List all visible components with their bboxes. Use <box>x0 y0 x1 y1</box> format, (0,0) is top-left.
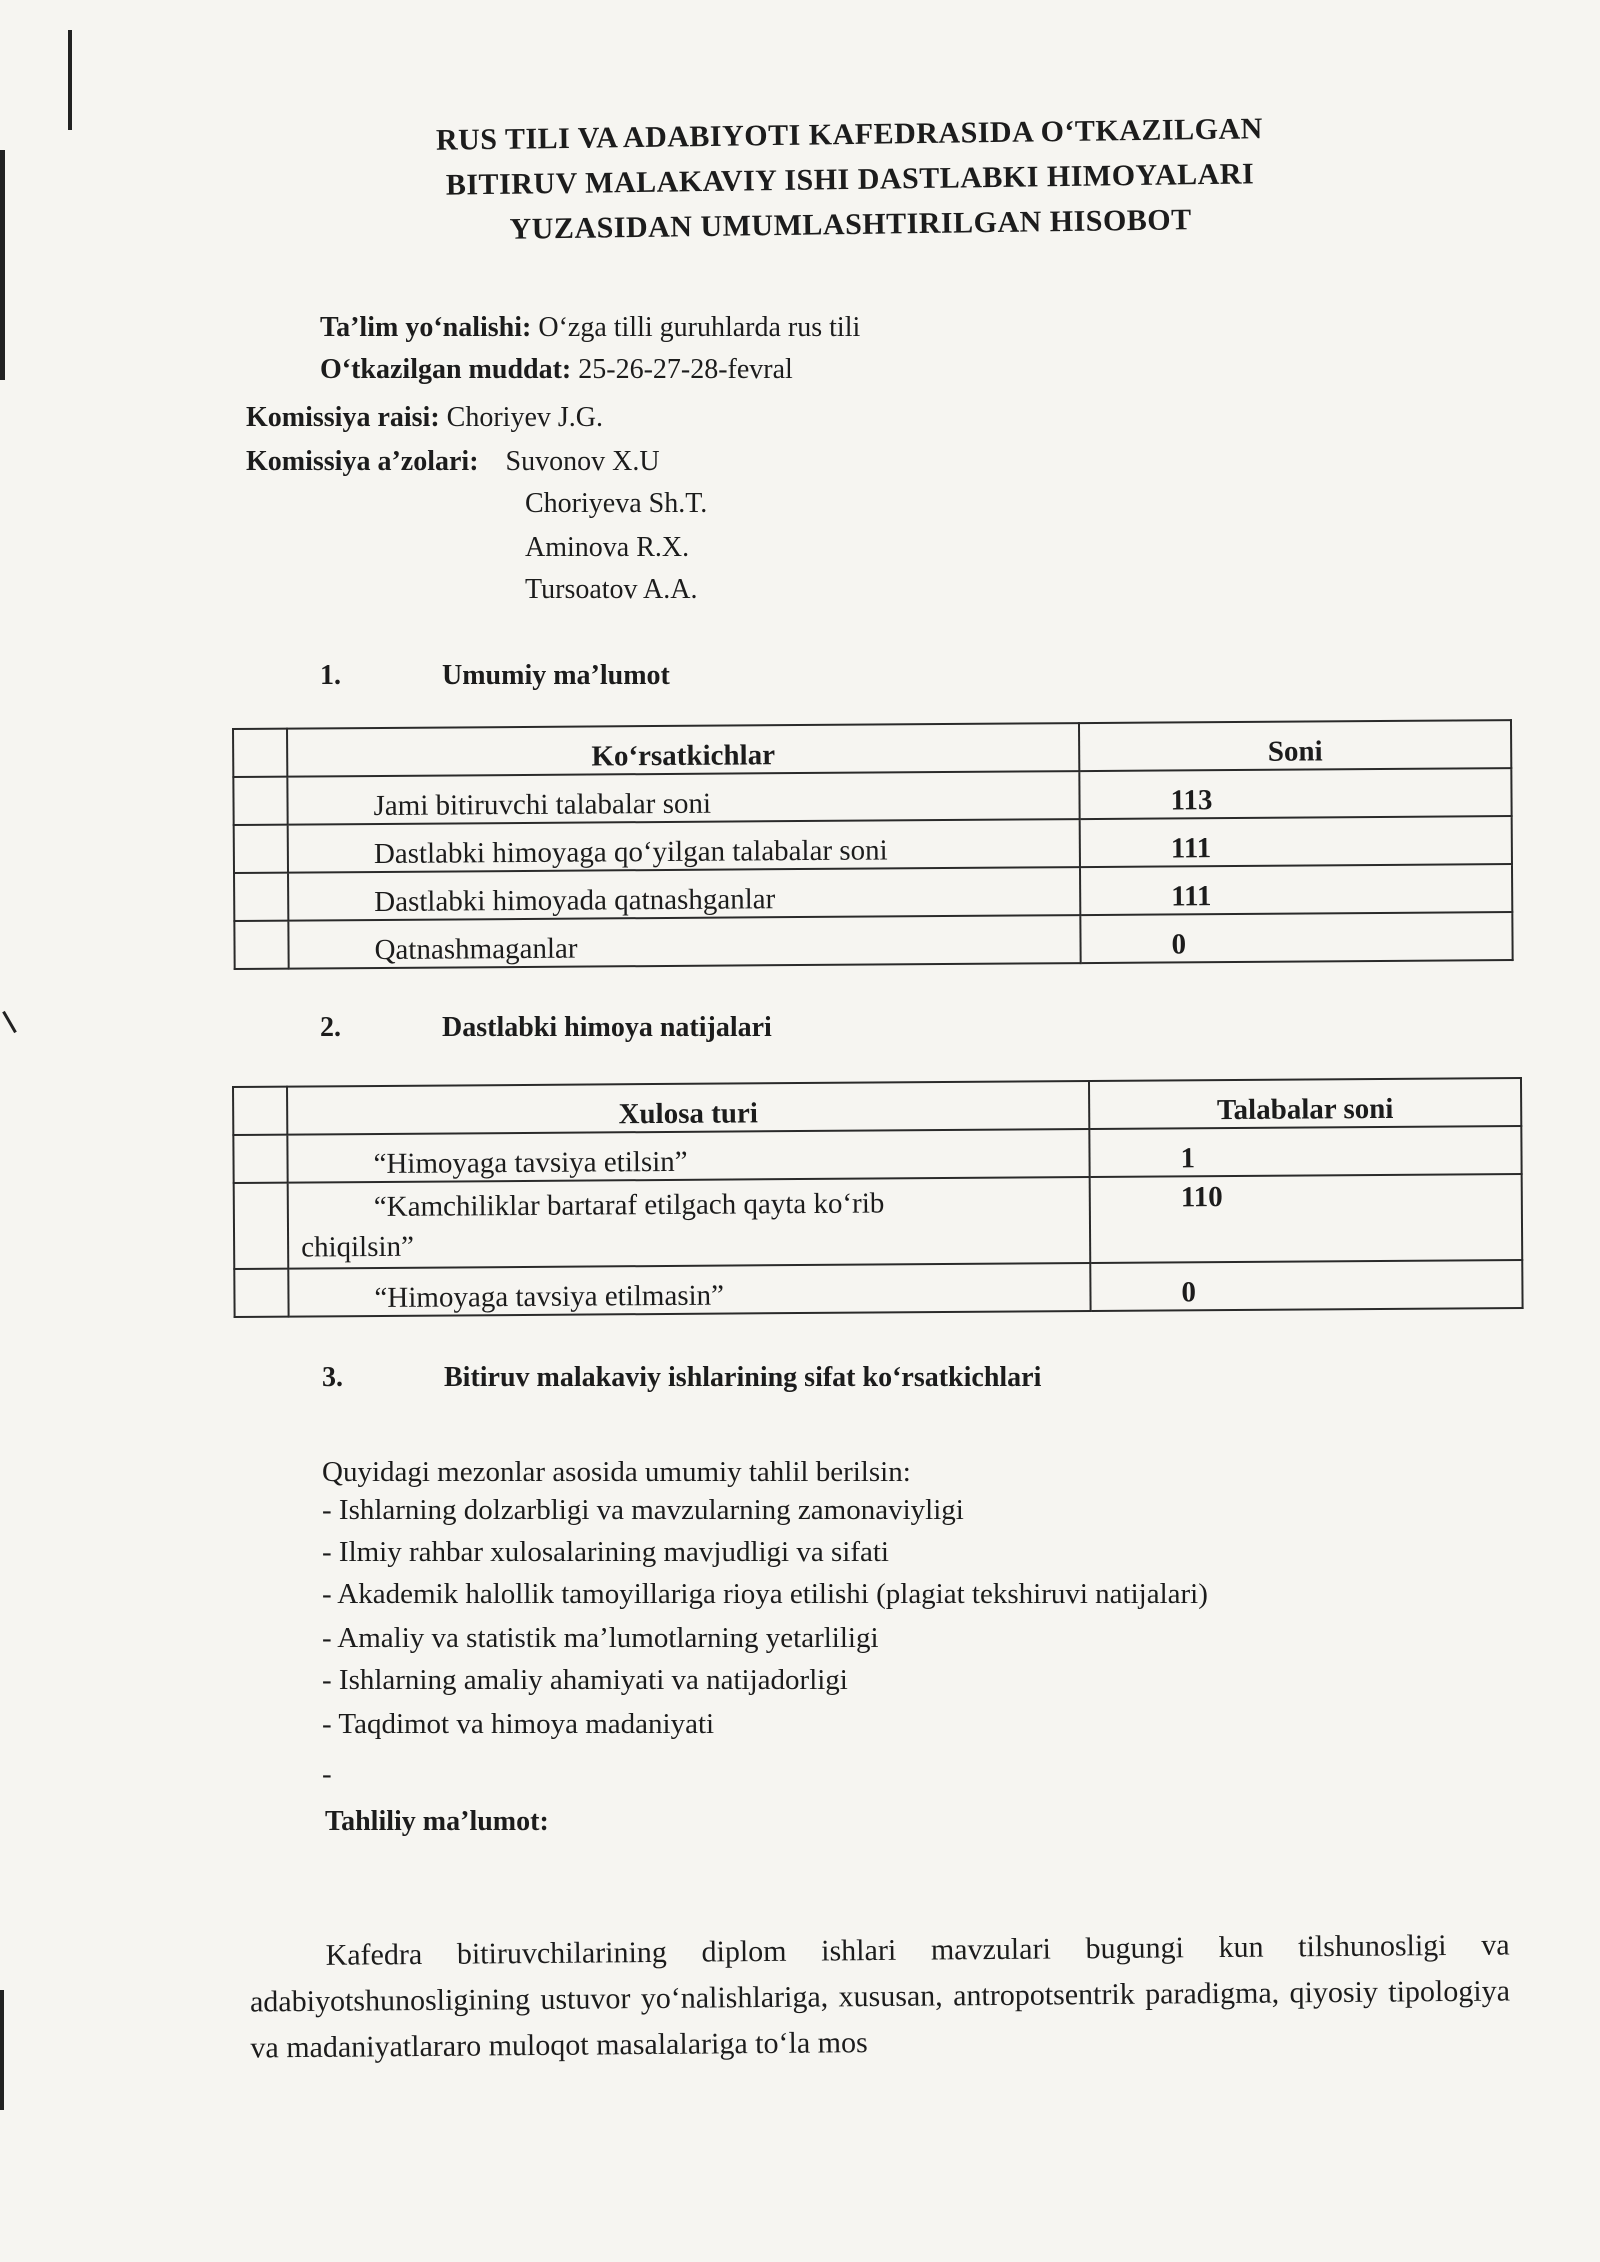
row-value: 111 <box>1080 816 1512 867</box>
section-number: 1. <box>320 660 341 691</box>
title-line: RUS TILI VA ADABIYOTI KAFEDRASIDA O‘TKAZILGAN <box>435 112 1263 157</box>
criteria-item: - Ishlarning dolzarbligi va mavzularning zamonaviyligi <box>322 1494 964 1526</box>
analysis-text: Kafedra bitiruvchilarining diplom ishlari mavzulari bugungi kun tilshunosligi va adabiyotshunosligining ustuvor yo‘nalishlariga, xususan, antropotsentrik paradigma, qiyosiy tipologiya va madaniyatlararo muloqot masalalariga to‘la mos <box>249 1928 1511 2065</box>
criteria-item: - Amaliy va statistik ma’lumotlarning yetarliligi <box>322 1622 879 1654</box>
table-cell <box>234 873 288 921</box>
scan-edge-mark <box>2 1011 17 1033</box>
row-label-line: chiqilsin” <box>301 1230 415 1264</box>
chair-value: Choriyev J.G. <box>446 402 603 433</box>
member-name: Choriyeva Sh.T. <box>525 488 708 519</box>
table-cell <box>233 1135 287 1183</box>
date-label: O‘tkazilgan muddat: <box>320 354 572 385</box>
row-value: 0 <box>1080 912 1512 963</box>
table-cell <box>233 729 287 777</box>
row-value: 0 <box>1090 1260 1522 1311</box>
section-number: 3. <box>322 1362 343 1393</box>
date-line <box>320 354 793 386</box>
paragraph-indent <box>250 1965 326 1966</box>
section-number: 2. <box>320 1012 341 1043</box>
scan-edge-mark <box>68 30 72 130</box>
scan-edge-mark <box>0 150 5 380</box>
date-value: 25-26-27-28-fevral <box>578 354 793 385</box>
members-line <box>246 446 660 478</box>
row-label <box>288 1177 1091 1269</box>
criteria-intro: Quyidagi mezonlar asosida umumiy tahlil berilsin: <box>322 1456 911 1488</box>
section-heading <box>322 1362 1041 1394</box>
members-label: Komissiya a’zolari: <box>246 446 479 477</box>
chair-label: Komissiya raisi: <box>246 402 440 433</box>
column-header: Talabalar soni <box>1089 1078 1521 1129</box>
table-row <box>234 912 1512 969</box>
criteria-item: - <box>322 1758 332 1790</box>
row-label: Jami bitiruvchi talabalar soni <box>287 771 1079 825</box>
column-header: Xulosa turi <box>287 1081 1089 1135</box>
row-label: Dastlabki himoyada qatnashganlar <box>288 867 1080 921</box>
table-cell <box>234 921 288 969</box>
table-row <box>234 1260 1522 1317</box>
section-title: Umumiy ma’lumot <box>442 660 670 691</box>
results-table <box>232 1077 1524 1318</box>
row-label-line: “Kamchiliklar bartaraf etilgach qayta ko‘rib <box>373 1187 885 1224</box>
criteria-item: - Ilmiy rahbar xulosalarining mavjudligi va sifati <box>322 1536 889 1568</box>
section-heading <box>320 660 670 692</box>
row-value: 1 <box>1089 1126 1521 1177</box>
table-cell <box>234 1269 288 1317</box>
general-info-table <box>232 719 1514 970</box>
table-cell <box>233 777 287 825</box>
criteria-item: - Ishlarning amaliy ahamiyati va natijadorligi <box>322 1664 848 1696</box>
title-line: BITIRUV MALAKAVIY ISHI DASTLABKI HIMOYALARI <box>445 157 1255 202</box>
chair-line <box>246 402 603 434</box>
member-name: Aminova R.X. <box>525 532 690 563</box>
table-cell <box>233 1087 287 1135</box>
direction-value: O‘zga tilli guruhlarda rus tili <box>538 312 861 343</box>
analysis-heading: Tahliliy ma’lumot: <box>325 1806 549 1837</box>
section-title: Dastlabki himoya natijalari <box>442 1012 772 1043</box>
row-value: 110 <box>1090 1174 1523 1263</box>
row-label: “Himoyaga tavsiya etilmasin” <box>288 1263 1090 1317</box>
criteria-item: - Akademik halollik tamoyillariga rioya etilishi (plagiat tekshiruvi natijalari) <box>322 1578 1208 1610</box>
title-line: YUZASIDAN UMUMLASHTIRILGAN HISOBOT <box>509 203 1192 246</box>
column-header: Ko‘rsatkichlar <box>287 723 1079 777</box>
document-title <box>299 104 1401 254</box>
member-name: Suvonov X.U <box>505 446 660 477</box>
row-label: “Himoyaga tavsiya etilsin” <box>287 1129 1089 1183</box>
section-title: Bitiruv malakaviy ishlarining sifat ko‘rsatkichlari <box>444 1362 1042 1393</box>
scan-edge-mark <box>0 1990 4 2110</box>
table-cell <box>234 1183 289 1269</box>
section-heading <box>320 1012 772 1044</box>
criteria-item: - Taqdimot va himoya madaniyati <box>322 1708 715 1740</box>
row-label: Qatnashmaganlar <box>288 915 1080 969</box>
row-label: Dastlabki himoyaga qo‘yilgan talabalar soni <box>288 819 1080 873</box>
table-row <box>234 1174 1523 1269</box>
direction-label: Ta’lim yo‘nalishi: <box>320 312 532 343</box>
member-name: Tursoatov A.A. <box>525 574 698 605</box>
row-value: 111 <box>1080 864 1512 915</box>
row-value: 113 <box>1079 768 1511 819</box>
analysis-paragraph <box>249 1923 1510 2072</box>
direction-line <box>320 312 860 344</box>
column-header: Soni <box>1079 720 1511 771</box>
table-cell <box>234 825 288 873</box>
